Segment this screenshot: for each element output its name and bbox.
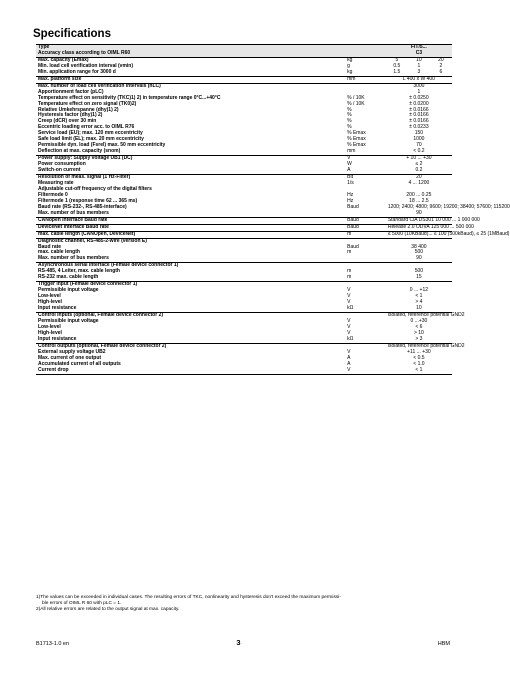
spec-unit: A	[347, 360, 351, 367]
spec-label: High-level	[38, 299, 62, 306]
spec-value: 1000	[413, 136, 425, 143]
spec-unit: V	[345, 368, 386, 374]
spec-value: 5	[386, 57, 408, 63]
spec-unit: % / 10K	[347, 94, 365, 101]
spec-value: 500	[414, 268, 424, 275]
spec-label: Max. capacity (Emax)	[36, 57, 345, 63]
spec-label: Apportionment factor (pLC)	[38, 88, 104, 95]
spec-value: < 0.5	[413, 354, 425, 361]
spec-label: Asynchronous serial interface (Female device connector 1)	[36, 263, 345, 269]
spec-unit: V	[347, 317, 351, 324]
footnote-1-continued: ble errors of OIML R 60 with pLC = 1.	[42, 601, 122, 606]
document-id: B1713-1.0 en	[36, 641, 70, 647]
spec-value: 500	[414, 249, 424, 256]
spec-label: Type	[36, 45, 345, 51]
spec-unit: Baud	[345, 224, 386, 231]
spec-value: 3000	[386, 83, 452, 89]
spec-unit: Hz	[347, 197, 354, 204]
spec-value: 20	[430, 57, 452, 63]
spec-value: > 10	[413, 329, 424, 336]
spec-unit: V	[347, 287, 351, 294]
spec-unit: % / 10K	[347, 100, 365, 107]
spec-label: Temperature effect on zero signal (TK0)2)	[38, 100, 137, 107]
spec-unit: %	[347, 106, 352, 113]
spec-label: Max. number of bus members	[38, 209, 109, 216]
spec-unit: Bit	[345, 175, 386, 181]
spec-unit: m	[347, 274, 352, 281]
spec-label: Safe load limit (EL); max. 20 mm eccentricity	[38, 136, 144, 143]
spec-value: ± 0.0166	[409, 112, 429, 119]
spec-label: Measuring rate	[38, 179, 74, 186]
spec-value: 2	[439, 62, 443, 69]
spec-label: Max. platform size	[36, 76, 345, 83]
spec-unit: %	[347, 118, 352, 125]
spec-unit: g	[347, 62, 350, 69]
spec-label: High-level	[38, 329, 62, 336]
spec-unit: A	[347, 354, 351, 361]
spec-value: < 6	[415, 323, 423, 330]
spec-label: max. cable length	[38, 249, 80, 256]
spec-value: ≤ 2	[415, 161, 423, 168]
spec-label: Baud rate	[38, 243, 62, 250]
spec-value: < 1	[415, 293, 423, 300]
spec-value: ± 0.0200	[409, 100, 429, 107]
spec-value: 0.2	[415, 167, 423, 174]
spec-label: Eccentric loading error acc. to OIML R76	[38, 124, 135, 131]
spec-unit: % Emax	[347, 142, 366, 149]
spec-value: 38 400	[411, 243, 427, 250]
spec-label: Creep (dCR) over 30 min	[38, 118, 97, 125]
spec-value: 10	[408, 57, 430, 63]
spec-row	[36, 368, 452, 374]
spec-label: Trigger input (Female device connector 1)	[36, 282, 345, 288]
spec-value: 15	[416, 274, 422, 281]
spec-value: < 1.0	[413, 360, 425, 367]
spec-value: Standard CiA DS301 10 000 ... 1 000 000	[387, 216, 480, 223]
spec-unit: V	[345, 156, 386, 162]
spec-label: Diagnostic channel, RS-485-2-wire (version E)	[36, 238, 345, 244]
footnote-2: 2)All relative errors are related to the output signal at max. capacity.	[36, 607, 180, 612]
page-title: Specifications	[33, 28, 111, 40]
spec-unit: V	[347, 323, 351, 330]
brand-name: HBM	[437, 641, 450, 647]
spec-value: 200 ... 0.25	[406, 191, 432, 198]
spec-label: Input resistance	[38, 305, 77, 312]
footnote-1: 1)The values can be exceeded in individual cases. The resulting errors of TKC, nonlinearity and hysteresis don't exceed the maximum permissi-	[36, 595, 341, 600]
spec-label: Max. number of load cell verification intervals (nLC)	[36, 83, 345, 89]
spec-unit: mm	[347, 148, 356, 155]
spec-label: Min. application range for 3000 d	[38, 68, 116, 75]
spec-label: Permissible input voltage	[38, 287, 99, 294]
spec-label: Min. load cell verification interval (vmin)	[38, 62, 134, 69]
spec-label: Accumulated current of all outputs	[38, 360, 121, 367]
spec-label: Filtermode 1 (response time 62 ... 365 ms)	[38, 197, 138, 204]
spec-value: 90	[416, 209, 422, 216]
spec-unit: kΩ	[347, 335, 354, 342]
spec-label: Deflection at max. capacity (snom)	[38, 148, 121, 155]
spec-unit: Baud	[347, 203, 359, 210]
spec-unit: %	[347, 124, 352, 131]
spec-label: Control inputs (optional, Female device connector 2)	[36, 312, 345, 318]
spec-label: Control outputs (optional, Female device connector 2)	[36, 343, 345, 349]
spec-unit: Baud	[347, 243, 359, 250]
spec-value: < 1	[386, 368, 452, 374]
spec-unit: V	[347, 299, 351, 306]
spec-value: > 4	[415, 299, 423, 306]
spec-label: RS-232 max. cable length	[38, 274, 99, 281]
spec-label: Power supply: Supply voltage UB1 (DC)	[36, 156, 345, 162]
spec-value: 0.5	[393, 62, 401, 69]
spec-unit: mm	[345, 76, 386, 83]
spec-label: Max. number of bus members	[38, 255, 109, 262]
spec-unit: kg	[347, 68, 353, 75]
spec-value: 0 ...+30	[410, 317, 428, 324]
spec-value: 150	[414, 130, 424, 137]
spec-row	[36, 231, 452, 238]
spec-label: Power consumption	[38, 161, 86, 168]
spec-label: Relative Umkehrspanne (dhy)1) 2)	[38, 106, 119, 113]
spec-label: Service load (EU); max. 120 mm eccentricity	[38, 130, 143, 137]
spec-value: ± 0.0166	[409, 118, 429, 125]
spec-unit: V	[347, 348, 351, 355]
spec-label: Baud rate (RS-232-, RS-485-interface)	[38, 203, 127, 210]
spec-value: isolated, reference potential GND2	[387, 311, 465, 318]
spec-unit: Baud	[345, 217, 386, 224]
spec-label: Resolution of meas. signal (1 Hz-Filter)	[36, 175, 345, 181]
spec-value: 90	[416, 255, 422, 262]
spec-unit: V	[347, 293, 351, 300]
spec-label: Permissible dyn. load (Fsrel) max. 50 mm eccentricity	[38, 142, 166, 149]
spec-value: 10	[416, 305, 422, 312]
specifications-table	[36, 44, 510, 375]
spec-unit: %	[347, 112, 352, 119]
spec-value: +11 ... +30	[407, 348, 431, 355]
footnotes	[36, 595, 452, 613]
spec-label: Permissible input voltage	[38, 317, 99, 324]
spec-value: isolated, reference potential GND2	[387, 342, 465, 349]
spec-label: Filtermode 0	[38, 191, 68, 198]
spec-value: 6	[439, 68, 443, 75]
spec-value: 70	[416, 142, 422, 149]
spec-unit: m	[347, 268, 352, 275]
spec-label: Current drop	[36, 368, 345, 374]
spec-value: 0 ... +12	[409, 287, 429, 294]
spec-value: 1	[417, 88, 421, 95]
spec-unit: 1/s	[347, 179, 354, 186]
spec-value: 1	[417, 62, 421, 69]
spec-label: max. cable length (CANOpen, DeviceNet)	[36, 231, 345, 238]
spec-value: 4 ... 1200	[408, 179, 430, 186]
spec-label: Adjustable cut-off frequency of the digital filters	[38, 185, 152, 192]
spec-label: Input resistance	[38, 335, 77, 342]
spec-value: 20	[386, 175, 452, 181]
spec-value: ± 0.0233	[409, 124, 429, 131]
spec-unit: m	[347, 249, 352, 256]
spec-value: ± 0.0250	[409, 94, 429, 101]
spec-value: 18 ... 2.5	[409, 197, 429, 204]
spec-value: L 400 x W 400	[386, 76, 452, 83]
spec-unit: % Emax	[347, 136, 366, 143]
spec-label: RS-485, 4 Leiter, max. cable length	[38, 268, 120, 275]
spec-label: Switch-on current	[38, 167, 81, 174]
spec-label: Temperature effect on sensitivity (TKC)1) 2) in temperature range 0°C...+40°C	[38, 94, 221, 101]
spec-value: ≤ 5000 (10KBaud)... ≤ 100 (500kBaud), ≤ 25 (1MBaud)	[387, 230, 510, 237]
spec-label: Hysteresis factor (dhy)1) 2)	[38, 112, 103, 119]
page-number: 3	[236, 638, 241, 647]
spec-value: > 3	[415, 335, 423, 342]
spec-unit: W	[347, 161, 352, 168]
spec-value: 3	[417, 68, 421, 75]
spec-value: 1.5	[393, 68, 401, 75]
spec-label: CANopen interface Baud rate	[36, 217, 345, 224]
spec-value: < 0.2	[413, 148, 425, 155]
spec-value: ± 0.0166	[409, 106, 429, 113]
spec-unit: V	[347, 329, 351, 336]
spec-label: Max. current of one output	[38, 354, 102, 361]
spec-label: Accuracy class according to OIML R60	[36, 51, 345, 57]
spec-label: Low-level	[38, 323, 61, 330]
spec-value: 1200; 2400; 4800; 9600; 19200; 38400; 57600; 115200	[387, 203, 510, 210]
spec-unit: kΩ	[347, 305, 354, 312]
spec-label: External supply voltage UB2	[38, 348, 106, 355]
spec-unit: kg	[345, 57, 386, 63]
spec-label: Low-level	[38, 293, 61, 300]
spec-value: Release 2.0 ODVA 125 000 ... 500 000	[387, 223, 474, 230]
spec-value: FIT/5...	[386, 45, 452, 51]
spec-value: + 10 ... +30	[386, 156, 452, 162]
spec-unit: A	[347, 167, 351, 174]
spec-label: DeviceNet interface Baud rate	[36, 224, 345, 231]
spec-unit: % Emax	[347, 130, 366, 137]
spec-unit: m	[345, 231, 386, 238]
spec-unit: Hz	[347, 191, 354, 198]
spec-value: C3	[386, 51, 452, 57]
